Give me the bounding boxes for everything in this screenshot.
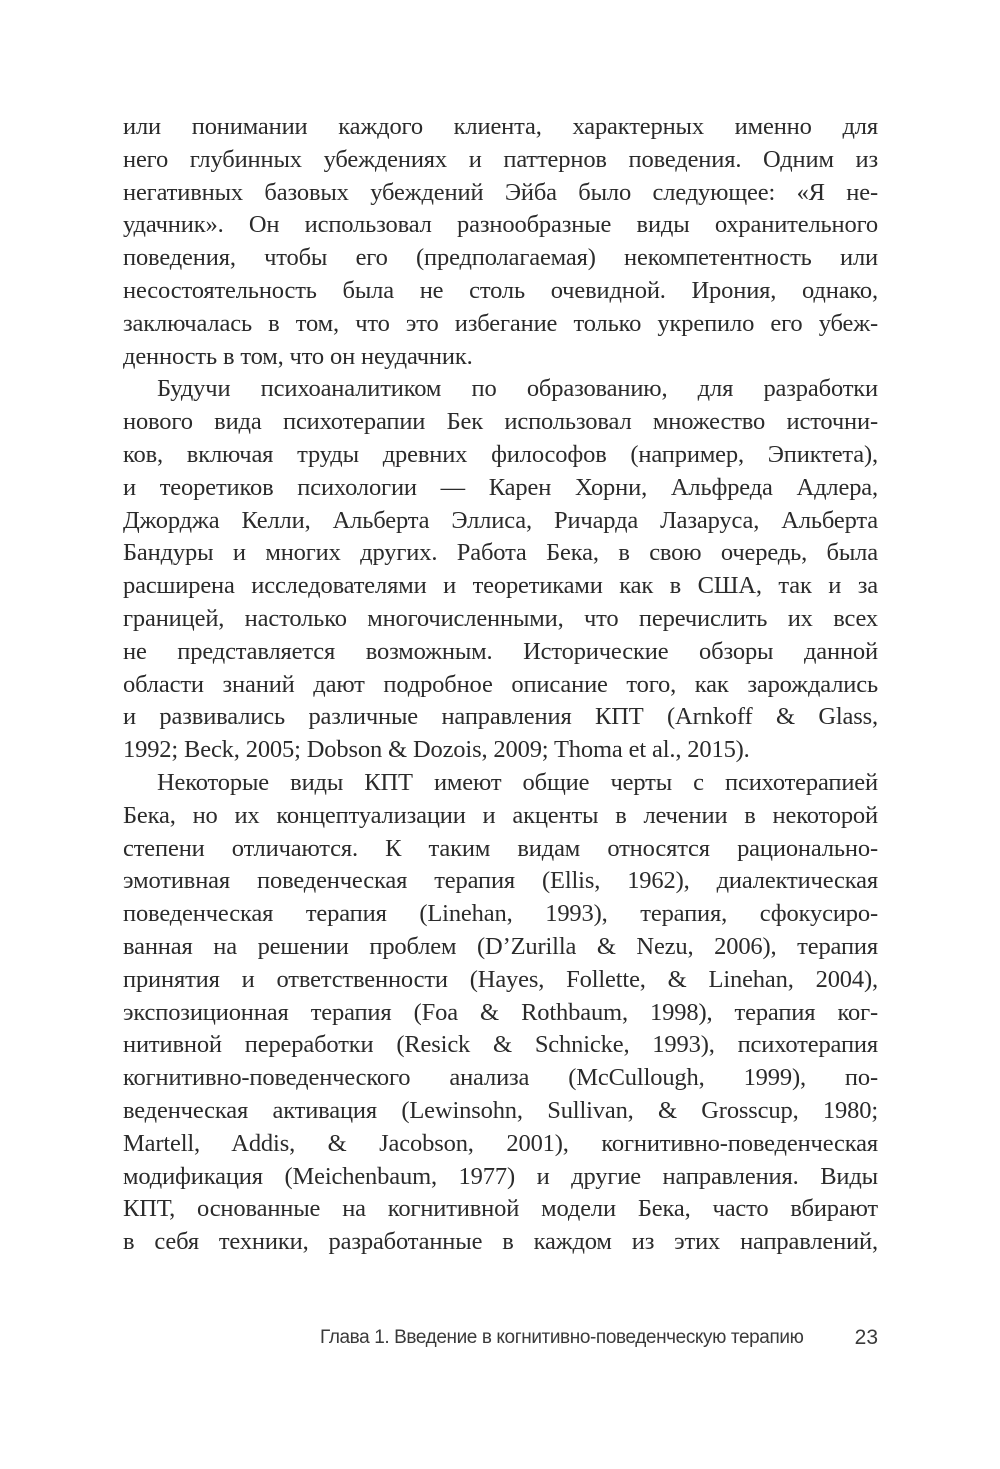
text-line: и теоретиков психологии — Карен Хорни, Альфреда Адлера, xyxy=(123,473,878,501)
text-line: заключалась в том, что это избегание только укрепило его убеж- xyxy=(123,309,878,337)
paragraph-3 xyxy=(123,767,878,1259)
text-line: удачник». Он использовал разнообразные виды охранительного xyxy=(123,211,878,239)
text-line: расширена исследователями и теоретиками как в США, так и за xyxy=(123,572,878,600)
text-line: области знаний дают подробное описание того, как зарождались xyxy=(123,670,878,698)
text-line: эмотивная поведенческая терапия (Ellis, 1962), диалектическая xyxy=(123,867,878,895)
text-line: Будучи психоаналитиком по образованию, для разработки xyxy=(157,375,878,403)
text-line: ков, включая труды древних философов (например, Эпиктета), xyxy=(123,440,878,468)
text-line: когнитивно-поведенческого анализа (McCullough, 1999), по- xyxy=(123,1064,878,1092)
text-line: или понимании каждого клиента, характерных именно для xyxy=(123,113,878,140)
text-line: поведенческая терапия (Linehan, 1993), терапия, сфокусиро- xyxy=(123,900,878,928)
text-line: ванная на решении проблем (D’Zurilla & Nezu, 2006), терапия xyxy=(123,932,878,960)
text-line: в себя техники, разработанные в каждом из этих направлений, xyxy=(123,1228,878,1256)
text-line: не представляется возможным. Исторические обзоры данной xyxy=(123,637,878,665)
text-line: границей, настолько многочисленными, что перечислить их всех xyxy=(123,604,878,632)
text-line: модификация (Meichenbaum, 1977) и другие направления. Виды xyxy=(123,1162,878,1190)
text-line: КПТ, основанные на когнитивной модели Бека, часто вбирают xyxy=(123,1195,878,1223)
text-line: Бека, но их концептуализации и акценты в лечении в некоторой xyxy=(123,801,878,829)
text-line: нитивной переработки (Resick & Schnicke, 1993), психотерапия xyxy=(123,1031,878,1059)
text-line: 1992; Beck, 2005; Dobson & Dozois, 2009; Thoma et al., 2015). xyxy=(123,736,750,764)
paragraph-2 xyxy=(123,373,878,767)
text-line: принятия и ответственности (Hayes, Follette, & Linehan, 2004), xyxy=(123,965,878,993)
text-line: нового вида психотерапии Бек использовал множество источни- xyxy=(123,408,878,436)
text-line: него глубинных убеждениях и паттернов поведения. Одним из xyxy=(123,145,878,173)
body-text xyxy=(123,111,878,1259)
text-line: и развивались различные направления КПТ (Arnkoff & Glass, xyxy=(123,703,878,731)
text-line: несостоятельность была не столь очевидной. Ирония, однако, xyxy=(123,276,878,304)
page-footer xyxy=(320,1322,878,1354)
text-line: негативных базовых убеждений Эйба было следующее: «Я не- xyxy=(123,178,878,206)
text-line: денность в том, что он неудачник. xyxy=(123,342,473,370)
text-line: экспозиционная терапия (Foa & Rothbaum, 1998), терапия ког- xyxy=(123,998,878,1026)
text-line: Martell, Addis, & Jacobson, 2001), когнитивно-поведенческая xyxy=(123,1129,878,1157)
text-line: Некоторые виды КПТ имеют общие черты с психотерапией xyxy=(157,768,878,796)
paragraph-1 xyxy=(123,111,878,373)
text-line: степени отличаются. К таким видам относятся рационально- xyxy=(123,834,878,862)
text-line: веденческая активация (Lewinsohn, Sullivan, & Grosscup, 1980; xyxy=(123,1096,878,1124)
text-line: поведения, чтобы его (предполагаемая) некомпетентность или xyxy=(123,244,878,272)
page-number: 23 xyxy=(854,1326,878,1349)
running-title: Глава 1. Введение в когнитивно-поведенческую терапию xyxy=(320,1327,804,1348)
text-line: Джорджа Келли, Альберта Эллиса, Ричарда Лазаруса, Альберта xyxy=(123,506,878,534)
text-line: Бандуры и многих других. Работа Бека, в свою очередь, была xyxy=(123,539,878,567)
